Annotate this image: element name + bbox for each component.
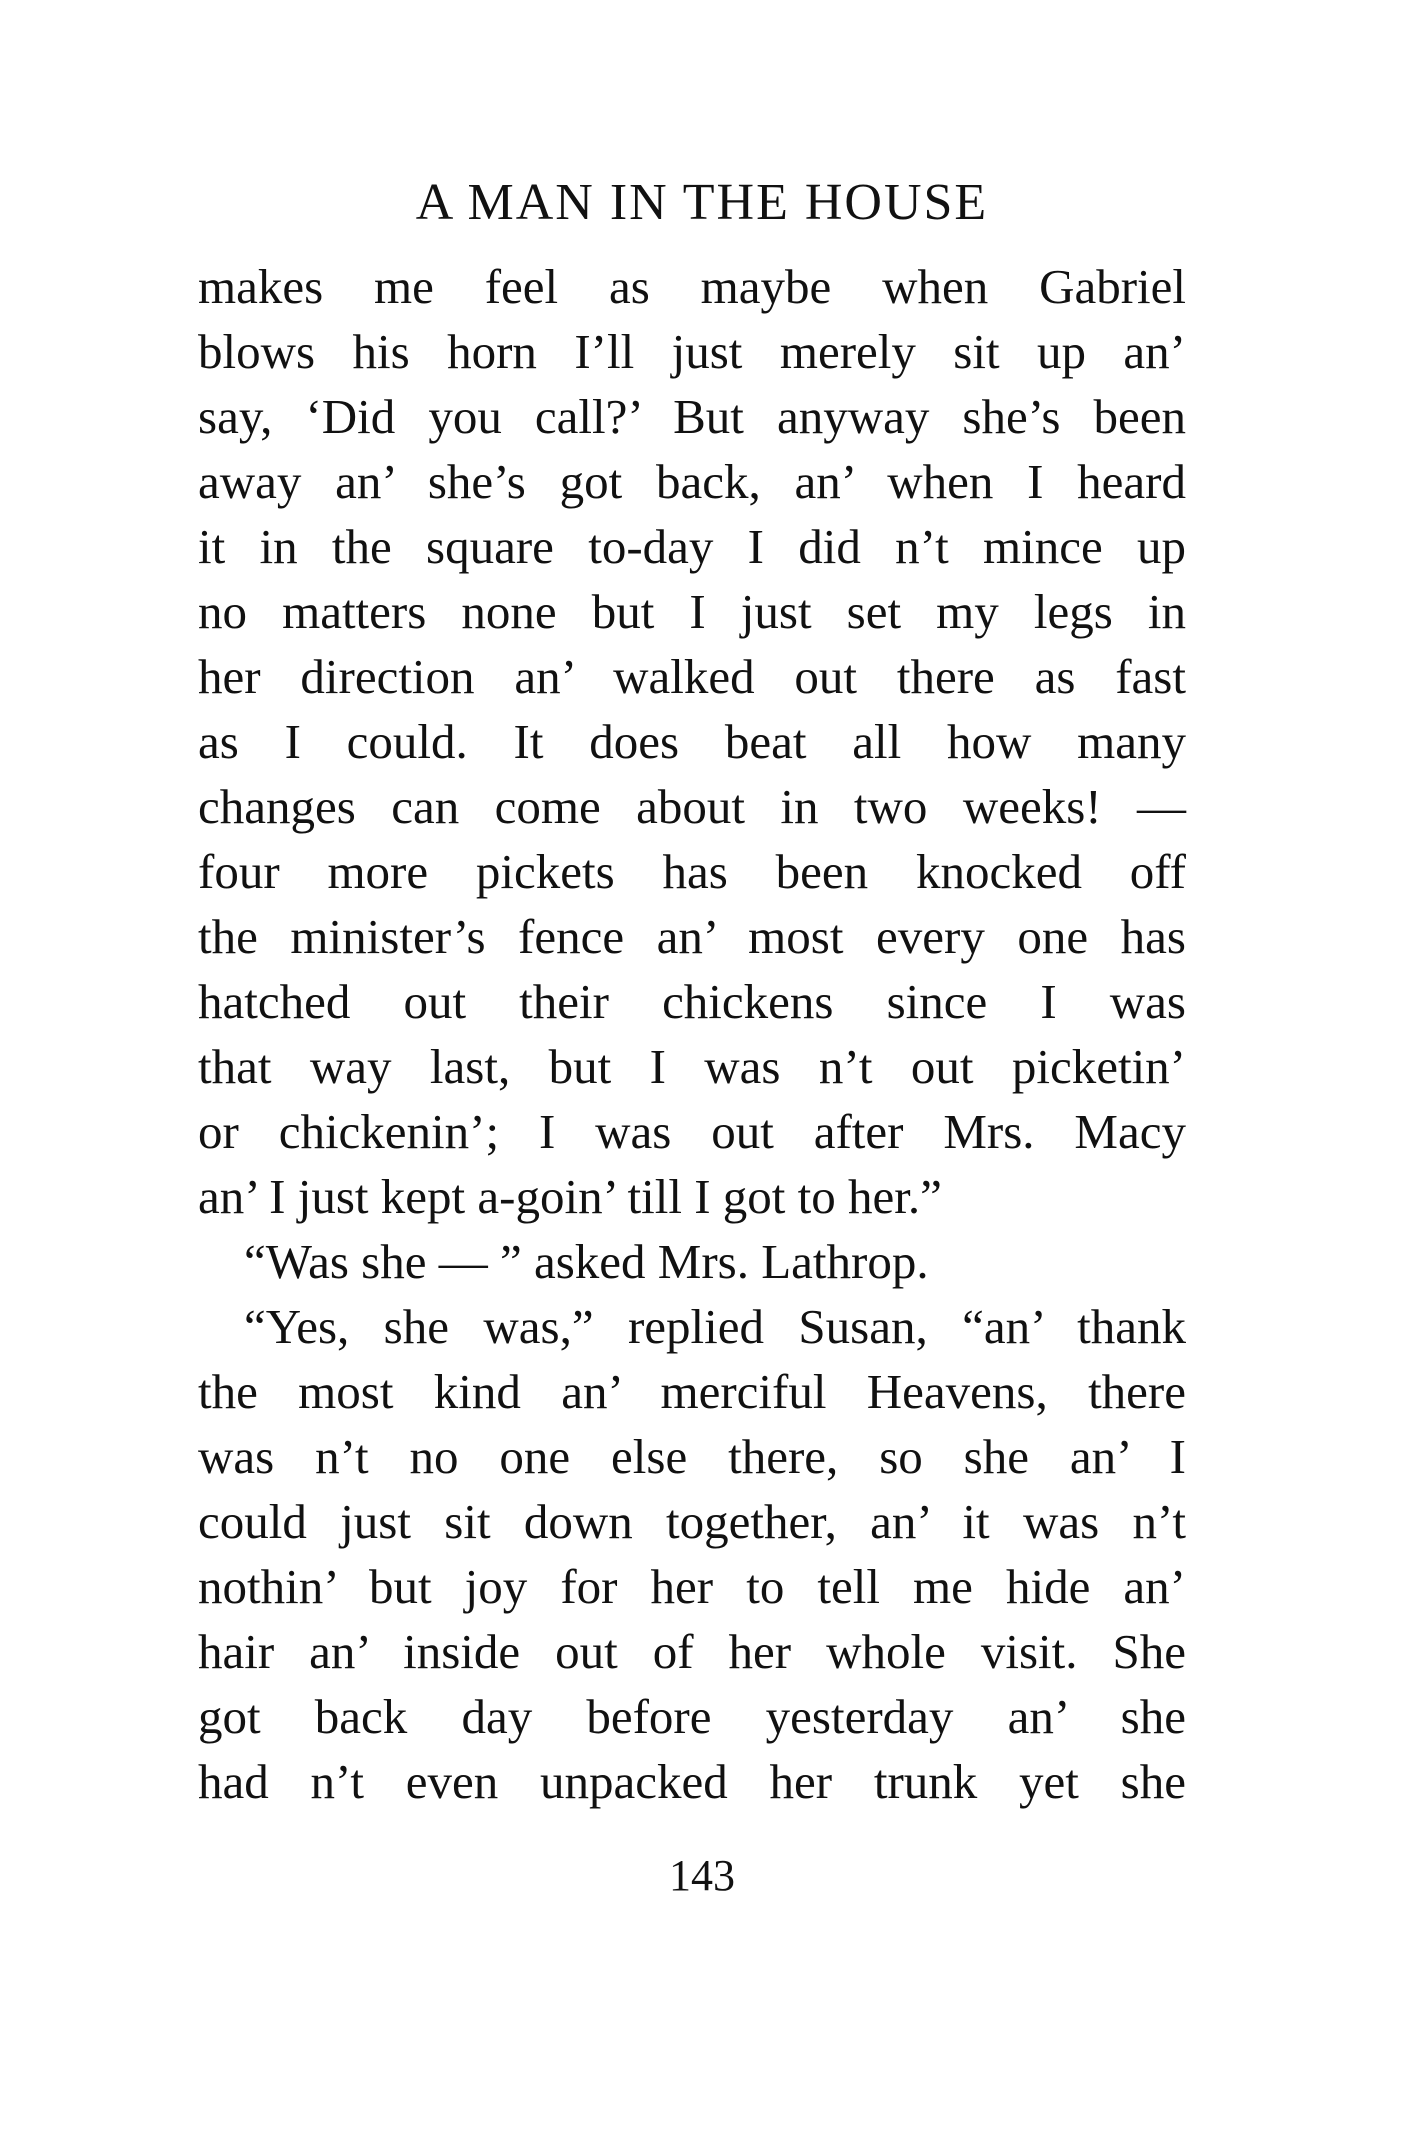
text-line: no matters none but I just set my legs in (198, 584, 1186, 639)
text-line: “Was she — ” asked Mrs. Lathrop. (244, 1234, 929, 1289)
text-line: that way last, but I was n’t out picketin’ (198, 1039, 1186, 1094)
text-line: the most kind an’ merciful Heavens, there (198, 1364, 1186, 1419)
text-line: the minister’s fence an’ most every one has (198, 909, 1186, 964)
text-line: or chickenin’; I was out after Mrs. Macy (198, 1104, 1186, 1159)
text-line: away an’ she’s got back, an’ when I heard (198, 454, 1186, 509)
text-line: as I could. It does beat all how many (198, 714, 1186, 769)
text-line: hatched out their chickens since I was (198, 974, 1186, 1029)
text-line: nothin’ but joy for her to tell me hide an’ (198, 1559, 1186, 1614)
body-text (198, 254, 1186, 1814)
text-line: four more pickets has been knocked off (198, 844, 1186, 899)
text-line: had n’t even unpacked her trunk yet she (198, 1754, 1186, 1809)
text-line: it in the square to-day I did n’t mince up (198, 519, 1186, 574)
text-line: blows his horn I’ll just merely sit up an’ (198, 324, 1186, 379)
text-line: hair an’ inside out of her whole visit. She (198, 1624, 1186, 1679)
text-line: could just sit down together, an’ it was n’t (198, 1494, 1186, 1549)
text-line: makes me feel as maybe when Gabriel (198, 259, 1186, 314)
running-head: A MAN IN THE HOUSE (415, 174, 989, 231)
text-line: an’ I just kept a-goin’ till I got to her.” (198, 1169, 942, 1224)
page-number: 143 (669, 1851, 735, 1900)
text-line: her direction an’ walked out there as fast (198, 649, 1186, 704)
text-line: was n’t no one else there, so she an’ I (198, 1429, 1186, 1484)
text-line: changes can come about in two weeks! — (198, 779, 1186, 834)
text-line: say, ‘Did you call?’ But anyway she’s been (198, 389, 1186, 444)
text-line: “Yes, she was,” replied Susan, “an’ thank (244, 1299, 1186, 1354)
text-line: got back day before yesterday an’ she (198, 1689, 1186, 1744)
